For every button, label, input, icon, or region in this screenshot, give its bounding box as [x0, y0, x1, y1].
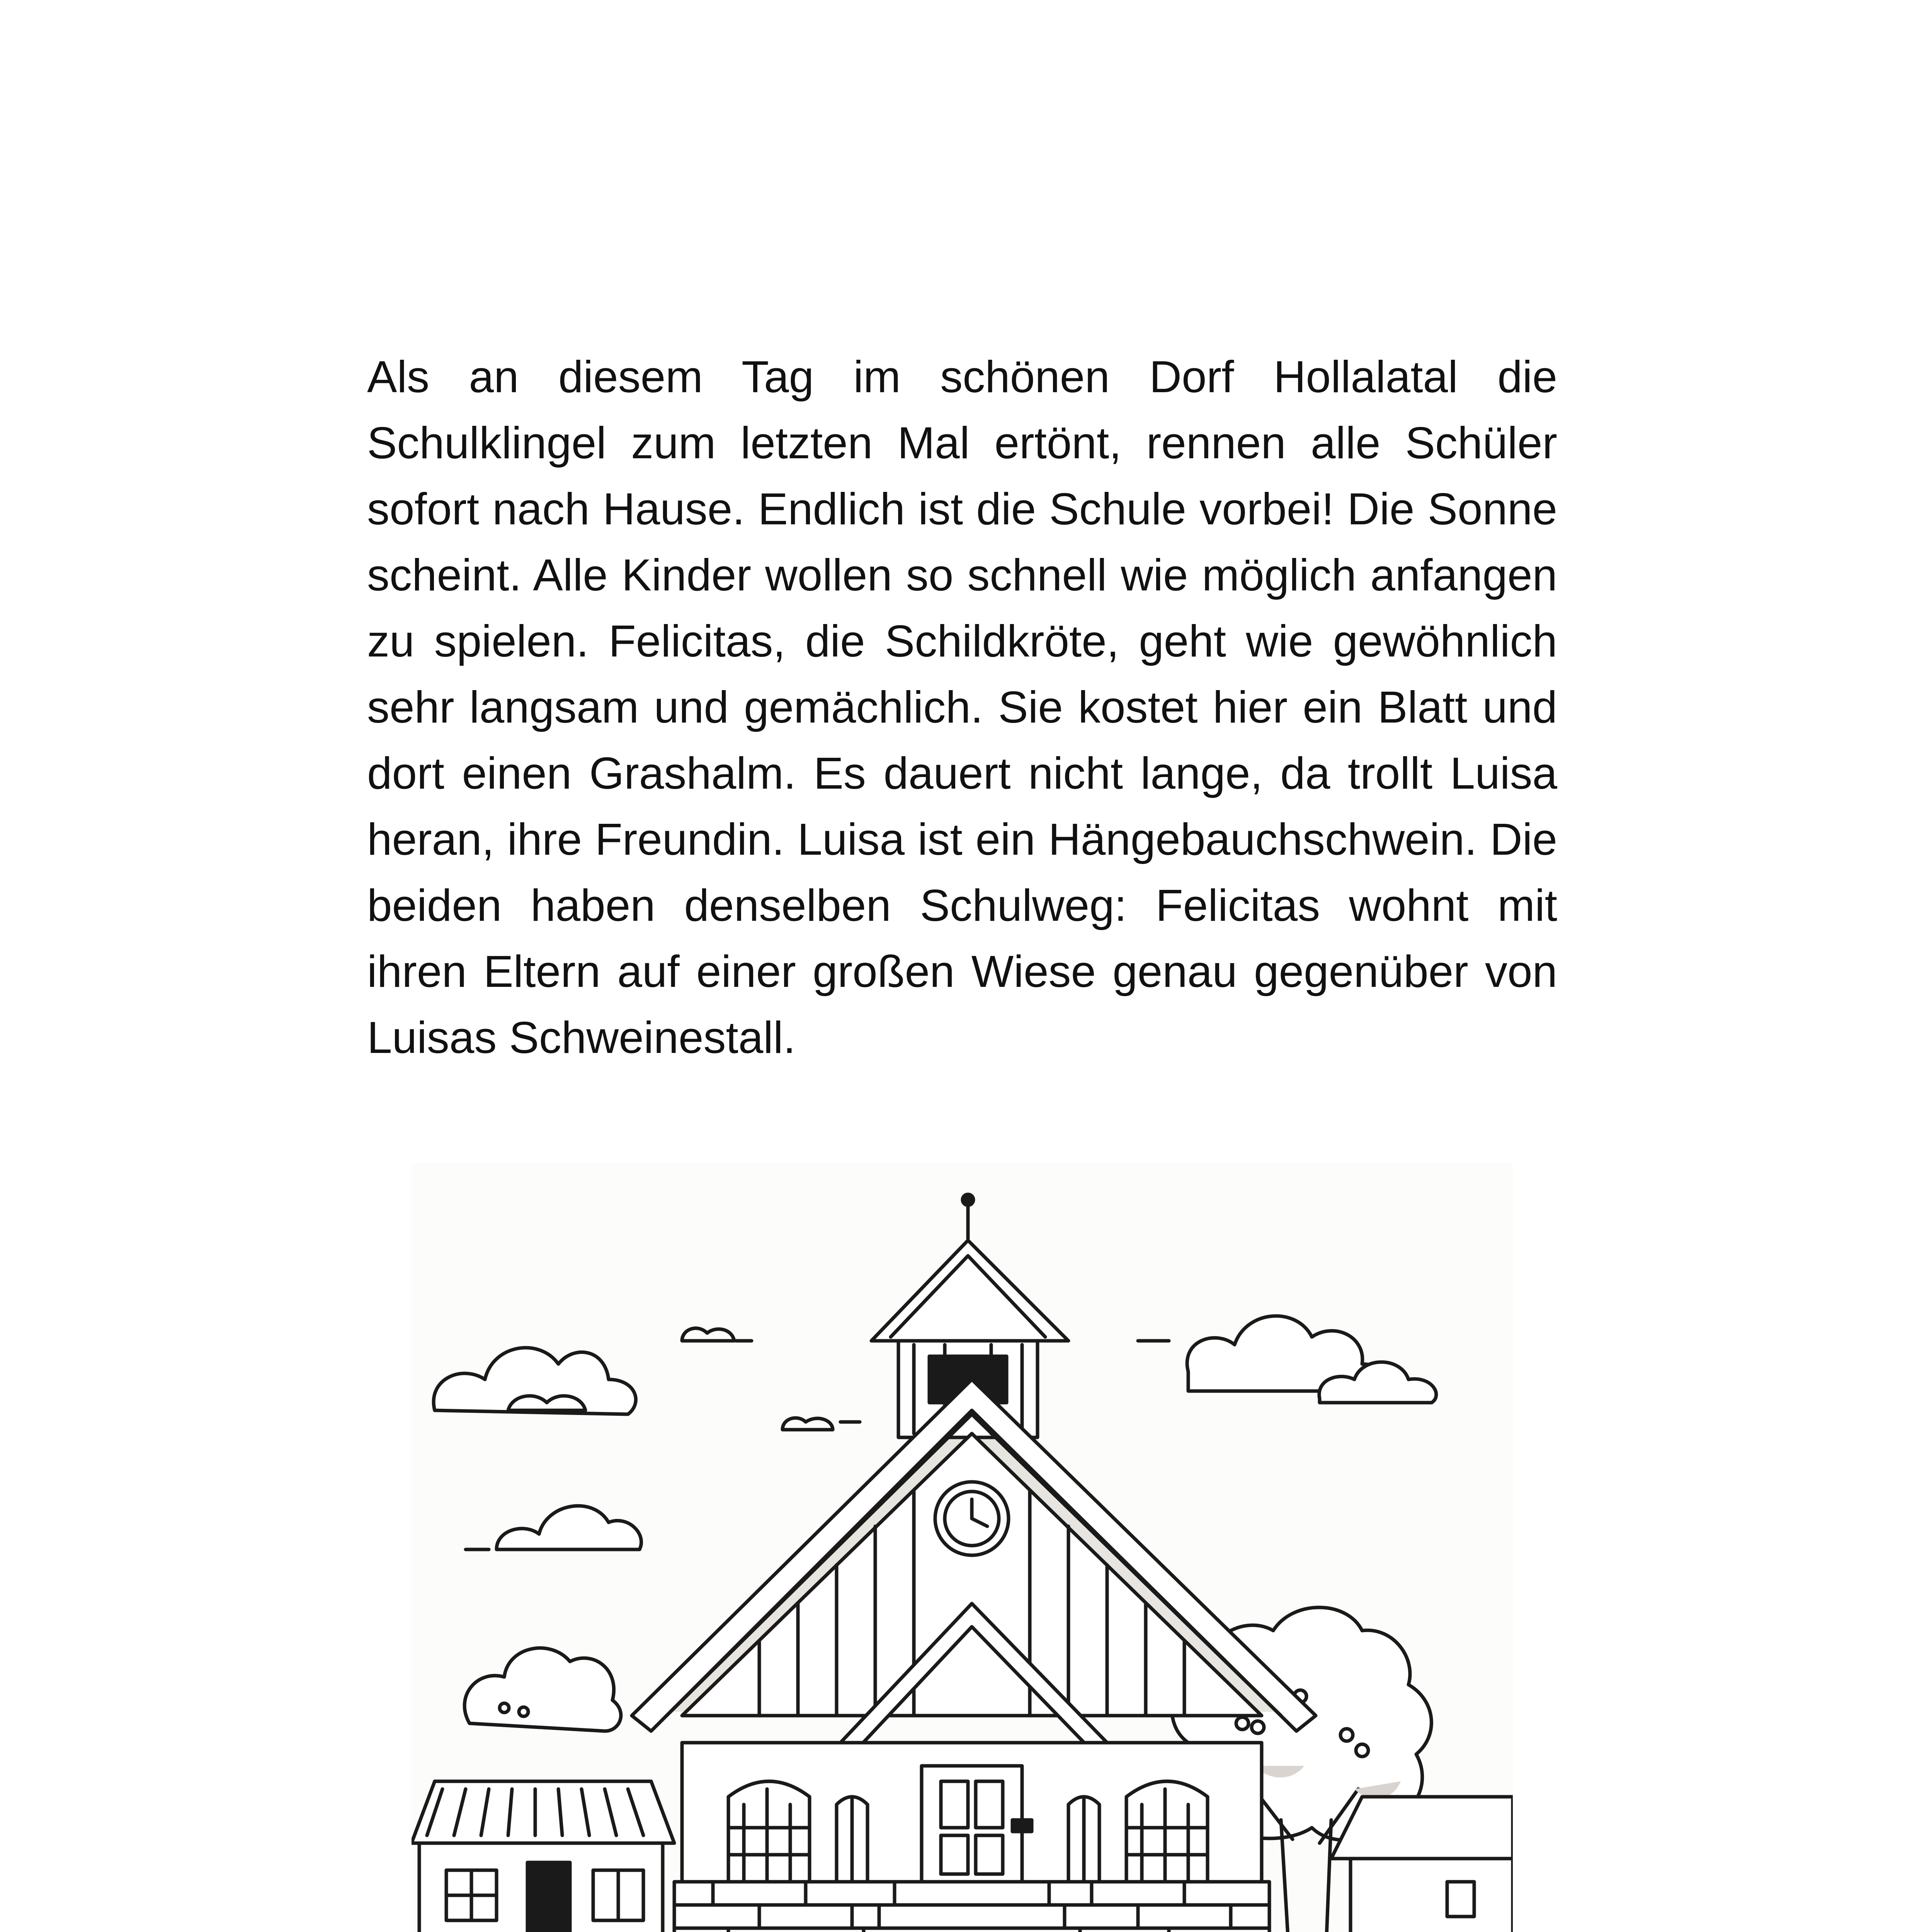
- story-paragraph: Als an diesem Tag im schönen Dorf Hollalatal die Schulklingel zum letzten Mal ertönt, rennen alle Schüler sofort nach Hause. Endlich ist die Schule vorbei! Die Sonne scheint. Alle Kinder wollen so schnell wie möglich anfangen zu spielen. Felicitas, die Schildkröte, geht wie gewöhnlich sehr langsam und gemächlich. Sie kostet hier ein Blatt und dort einen Grashalm. Es dauert nicht lange, da trollt Luisa heran, ihre Freundin. Luisa ist ein Hängebauchschwein. Die beiden haben denselben Schulweg: Felicitas wohnt mit ihren Eltern auf einer großen Wiese genau gegenüber von Luisas Schweinestall.: [367, 352, 1557, 1063]
- small-house: [412, 1781, 674, 1932]
- cloud-left: [434, 1348, 636, 1414]
- school-illustration: [412, 1163, 1513, 1932]
- cloud-small-2: [782, 1418, 860, 1430]
- school-building: [632, 1194, 1316, 1932]
- cloud-mid-left: [466, 1506, 641, 1549]
- cloud-small-1: [682, 1328, 752, 1341]
- school-illustration-figure: [412, 1163, 1513, 1932]
- left-tree: [464, 1648, 621, 1731]
- right-building: [1331, 1797, 1513, 1932]
